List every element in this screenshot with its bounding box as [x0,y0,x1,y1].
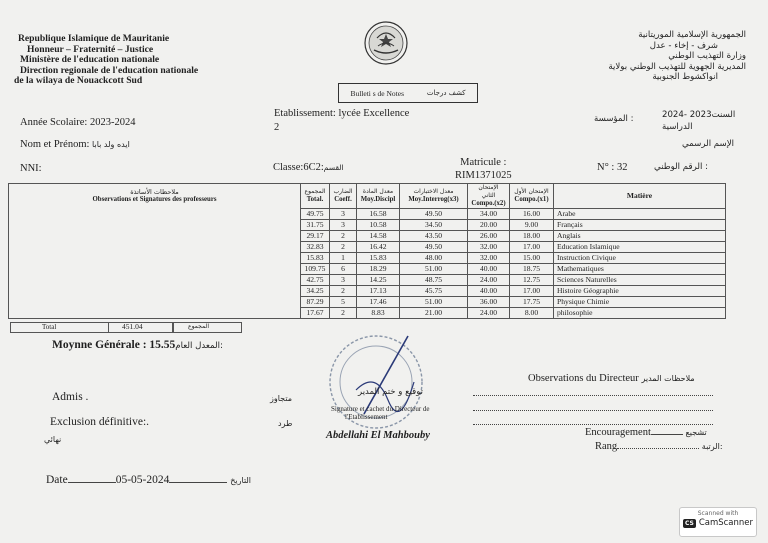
cell-compo1: 12.75 [510,275,554,286]
total-bar [10,322,240,332]
moyenne-generale [52,339,223,351]
obs-line-2 [473,410,713,411]
cell-coeff: 2 [330,231,357,242]
table-row [9,308,726,319]
cell-matiere: Français [554,220,726,231]
obs-line-1 [473,395,713,396]
scanner-line-2: CamScanner [698,518,754,528]
nom-ar: الإسم الرسمي [682,139,735,149]
cell-moy: 14.58 [357,231,400,242]
cell-moy: 14.25 [357,275,400,286]
cell-coeff: 2 [330,242,357,253]
cell-compo2: 36.00 [468,297,510,308]
exclusion-label: Exclusion définitive:. [50,416,150,428]
cell-compo2: 34.00 [468,209,510,220]
col-total-fr: Total. [306,196,324,203]
encouragement [585,427,707,438]
table-row [9,220,726,231]
obs-header [9,184,301,209]
cell-compo1: 9.00 [510,220,554,231]
cell-compo2: 26.00 [468,231,510,242]
col-compo1-ar: الإمتحان الأول [514,188,549,195]
col-moy [357,184,400,209]
rang-ar: الرتبة: [701,442,723,451]
cell-matiere: Mathematiques [554,264,726,275]
cell-compo1: 18.00 [510,231,554,242]
col-interrog [400,184,468,209]
camscanner-logo-icon: CS [684,519,694,527]
bulletin-title [338,83,478,103]
wilaya-ar: انواكشوط الجنوبية [652,72,718,82]
cell-compo2: 24.00 [468,308,510,319]
classe-ar: القسم [323,163,344,172]
encouragement-label: Encouragement [585,427,651,438]
cell-total: 29.17 [301,231,330,242]
cell-compo2: 40.00 [468,286,510,297]
cell-moy: 18.29 [357,264,400,275]
direction-ar: المديرية الجهوية للتهذيب الوطني بولاية [608,61,746,72]
table-row [9,209,726,220]
nni-ar: الرقم الوطني : [654,162,708,172]
cell-matiere: Education Islamique [554,242,726,253]
date-label: Date [46,474,68,486]
col-total [301,184,330,209]
numero: N° : 32 [597,162,628,173]
header-right [608,30,746,83]
cell-coeff: 2 [330,286,357,297]
obs-cell [9,209,301,220]
rang-label: Rang [595,441,618,452]
cell-total: 49.75 [301,209,330,220]
col-coeff-fr: Coeff. [334,196,352,203]
grades-table [8,183,726,319]
cell-total: 17.67 [301,308,330,319]
obs-cell [9,297,301,308]
cell-total: 87.29 [301,297,330,308]
col-compo1-fr: Compo.(x1) [514,196,549,203]
col-coeff [330,184,357,209]
moyenne-label: Moynne Générale : 15.55 [52,339,176,351]
motto: Honneur – Fraternité – Justice [27,43,154,55]
cell-coeff: 2 [330,308,357,319]
cell-moy: 17.13 [357,286,400,297]
col-compo2-ar: الإمتحان الثاني [478,184,499,199]
obs-cell [9,308,301,319]
cell-total: 15.83 [301,253,330,264]
nni-label: NNI: [20,163,42,174]
matricule-value: RIM1371025 [455,170,512,181]
cell-compo2: 20.00 [468,220,510,231]
exclusion-ar: طرد [278,419,293,428]
signature-ar: توقيع و ختم المدير [358,387,423,397]
obs-line-3 [473,424,713,425]
cell-matiere: Sciences Naturelles [554,275,726,286]
cell-matiere: Instruction Civique [554,253,726,264]
col-coeff-ar: الضارب [333,188,353,195]
obs-cell [9,220,301,231]
cell-moy: 10.58 [357,220,400,231]
col-compo1 [510,184,554,209]
table-row [9,231,726,242]
col-interrog-ar: معدل الاختبارات [413,188,454,195]
signature-fr [331,405,430,421]
nom-prenom [20,139,130,150]
cell-total: 32.83 [301,242,330,253]
date-ar: التاريخ [230,476,252,485]
cell-matiere: philosophie [554,308,726,319]
cell-compo1: 16.00 [510,209,554,220]
cell-moy: 16.58 [357,209,400,220]
total-label-ar: المجموع [188,323,209,330]
admis-ar: متجاوز [270,394,293,403]
signature-fr-1: Signature et cachet du Directeur de [331,405,430,413]
annee-scolaire: Année Scolaire: 2023-2024 [20,117,136,128]
cell-interrog: 49.50 [400,242,468,253]
cell-interrog: 48.75 [400,275,468,286]
wilaya: de la wilaya de Nouackcott Sud [14,75,143,86]
scanner-line-1: Scanned with [697,510,739,517]
col-compo2 [468,184,510,209]
ministry-ar: وزارة التهذيب الوطني [668,51,746,61]
observations-directeur [528,373,695,384]
nom-value: ايده ولد بابا [92,140,130,149]
nom-label: Nom et Prénom: [20,139,93,150]
cell-matiere: Anglais [554,231,726,242]
matricule [455,156,512,182]
cell-coeff: 3 [330,220,357,231]
cell-interrog: 51.00 [400,297,468,308]
cell-compo1: 17.00 [510,242,554,253]
annee-ar [662,109,735,133]
country-name-ar: الجمهورية الإسلامية الموريتانية [638,30,746,40]
cell-interrog: 21.00 [400,308,468,319]
table-row [9,264,726,275]
obs-cell [9,286,301,297]
matricule-label: Matricule : [460,157,507,168]
cell-coeff: 6 [330,264,357,275]
cell-compo1: 17.00 [510,286,554,297]
obs-header-ar: ملاحظات الأساتذة [130,188,179,197]
col-interrog-fr: Moy.Interrog(x3) [408,196,459,203]
admis-label: Admis . [52,391,89,403]
signature-fr-2: l'Etablissement [345,413,388,421]
cell-interrog: 48.00 [400,253,468,264]
etablissement-value: lycée Excellence [338,108,410,119]
obs-cell [9,275,301,286]
cell-interrog: 45.75 [400,286,468,297]
cell-interrog: 43.50 [400,231,468,242]
observations-directeur-label: Observations du Directeur [528,373,639,384]
cell-total: 34.25 [301,286,330,297]
date [46,474,251,486]
exclusion-ar-2: نهائي [44,435,62,444]
table-row [9,297,726,308]
cell-interrog: 34.50 [400,220,468,231]
obs-cell [9,264,301,275]
cell-total: 31.75 [301,220,330,231]
col-total-ar: المجموع [304,188,326,195]
obs-header-fr: Observations et Signatures des professeurs [92,196,217,204]
cell-compo2: 32.00 [468,253,510,264]
col-matiere: Matière [554,184,726,209]
table-row [9,286,726,297]
cell-matiere: Physique Chimie [554,297,726,308]
cell-compo2: 32.00 [468,242,510,253]
cell-moy: 8.83 [357,308,400,319]
annee-ar-line2: الدراسية [662,122,693,132]
table-header [9,184,726,209]
encouragement-ar: تشجيع [685,428,707,437]
table-row [9,275,726,286]
obs-cell [9,231,301,242]
ministry: Ministère de l'education nationale [20,54,160,65]
observations-directeur-ar: ملاحظات المدير [641,374,695,383]
header-left [14,33,199,87]
cell-compo1: 8.00 [510,308,554,319]
table-row [9,253,726,264]
obs-cell [9,242,301,253]
bulletin-title-ar: كشف درجات [426,89,466,97]
cell-matiere: Arabe [554,209,726,220]
motto-ar: شرف - إخاء - عدل [649,40,718,51]
cell-compo2: 24.00 [468,275,510,286]
cell-coeff: 5 [330,297,357,308]
etablissement-ar: المؤسسة : [594,114,634,124]
cell-compo2: 40.00 [468,264,510,275]
cell-interrog: 51.00 [400,264,468,275]
cell-moy: 16.42 [357,242,400,253]
annee-ar-line1: السنت2023 -2024 [662,110,736,120]
col-moy-ar: معدل المادة [362,188,394,195]
etablissement-suffix: 2 [274,122,280,133]
cell-moy: 17.46 [357,297,400,308]
cell-compo1: 15.00 [510,253,554,264]
classe-label: Classe:6C2: [273,162,324,173]
col-moy-fr: Moy.Discipl [360,196,396,203]
total-label: Total [42,323,57,331]
cell-total: 42.75 [301,275,330,286]
cell-interrog: 49.50 [400,209,468,220]
etablissement [274,107,409,135]
classe [273,162,344,173]
camscanner-watermark [679,507,757,537]
cell-total: 109.75 [301,264,330,275]
etablissement-label: Etablissement: [274,108,339,119]
cell-matiere: Histoire Géographie [554,286,726,297]
moyenne-label-ar: المعدل العام: [175,341,223,351]
cell-compo1: 18.75 [510,264,554,275]
table-row [9,242,726,253]
col-compo2-fr: Compo.(x2) [471,200,506,207]
bulletin-title-fr: Bulleti s de Notes [350,88,404,98]
cell-compo1: 17.75 [510,297,554,308]
cell-coeff: 3 [330,209,357,220]
national-seal-icon [364,20,408,66]
total-value: 451.04 [122,322,143,331]
date-value: 05-05-2024 [115,474,170,486]
cell-coeff: 1 [330,253,357,264]
direction: Direction regionale de l'education nationale [20,64,199,76]
cell-coeff: 3 [330,275,357,286]
country-name: Republique Islamique de Mauritanie [18,33,170,44]
rang [595,441,723,452]
cell-moy: 15.83 [357,253,400,264]
director-name: Abdellahi El Mahbouby [326,430,430,441]
obs-cell [9,253,301,264]
